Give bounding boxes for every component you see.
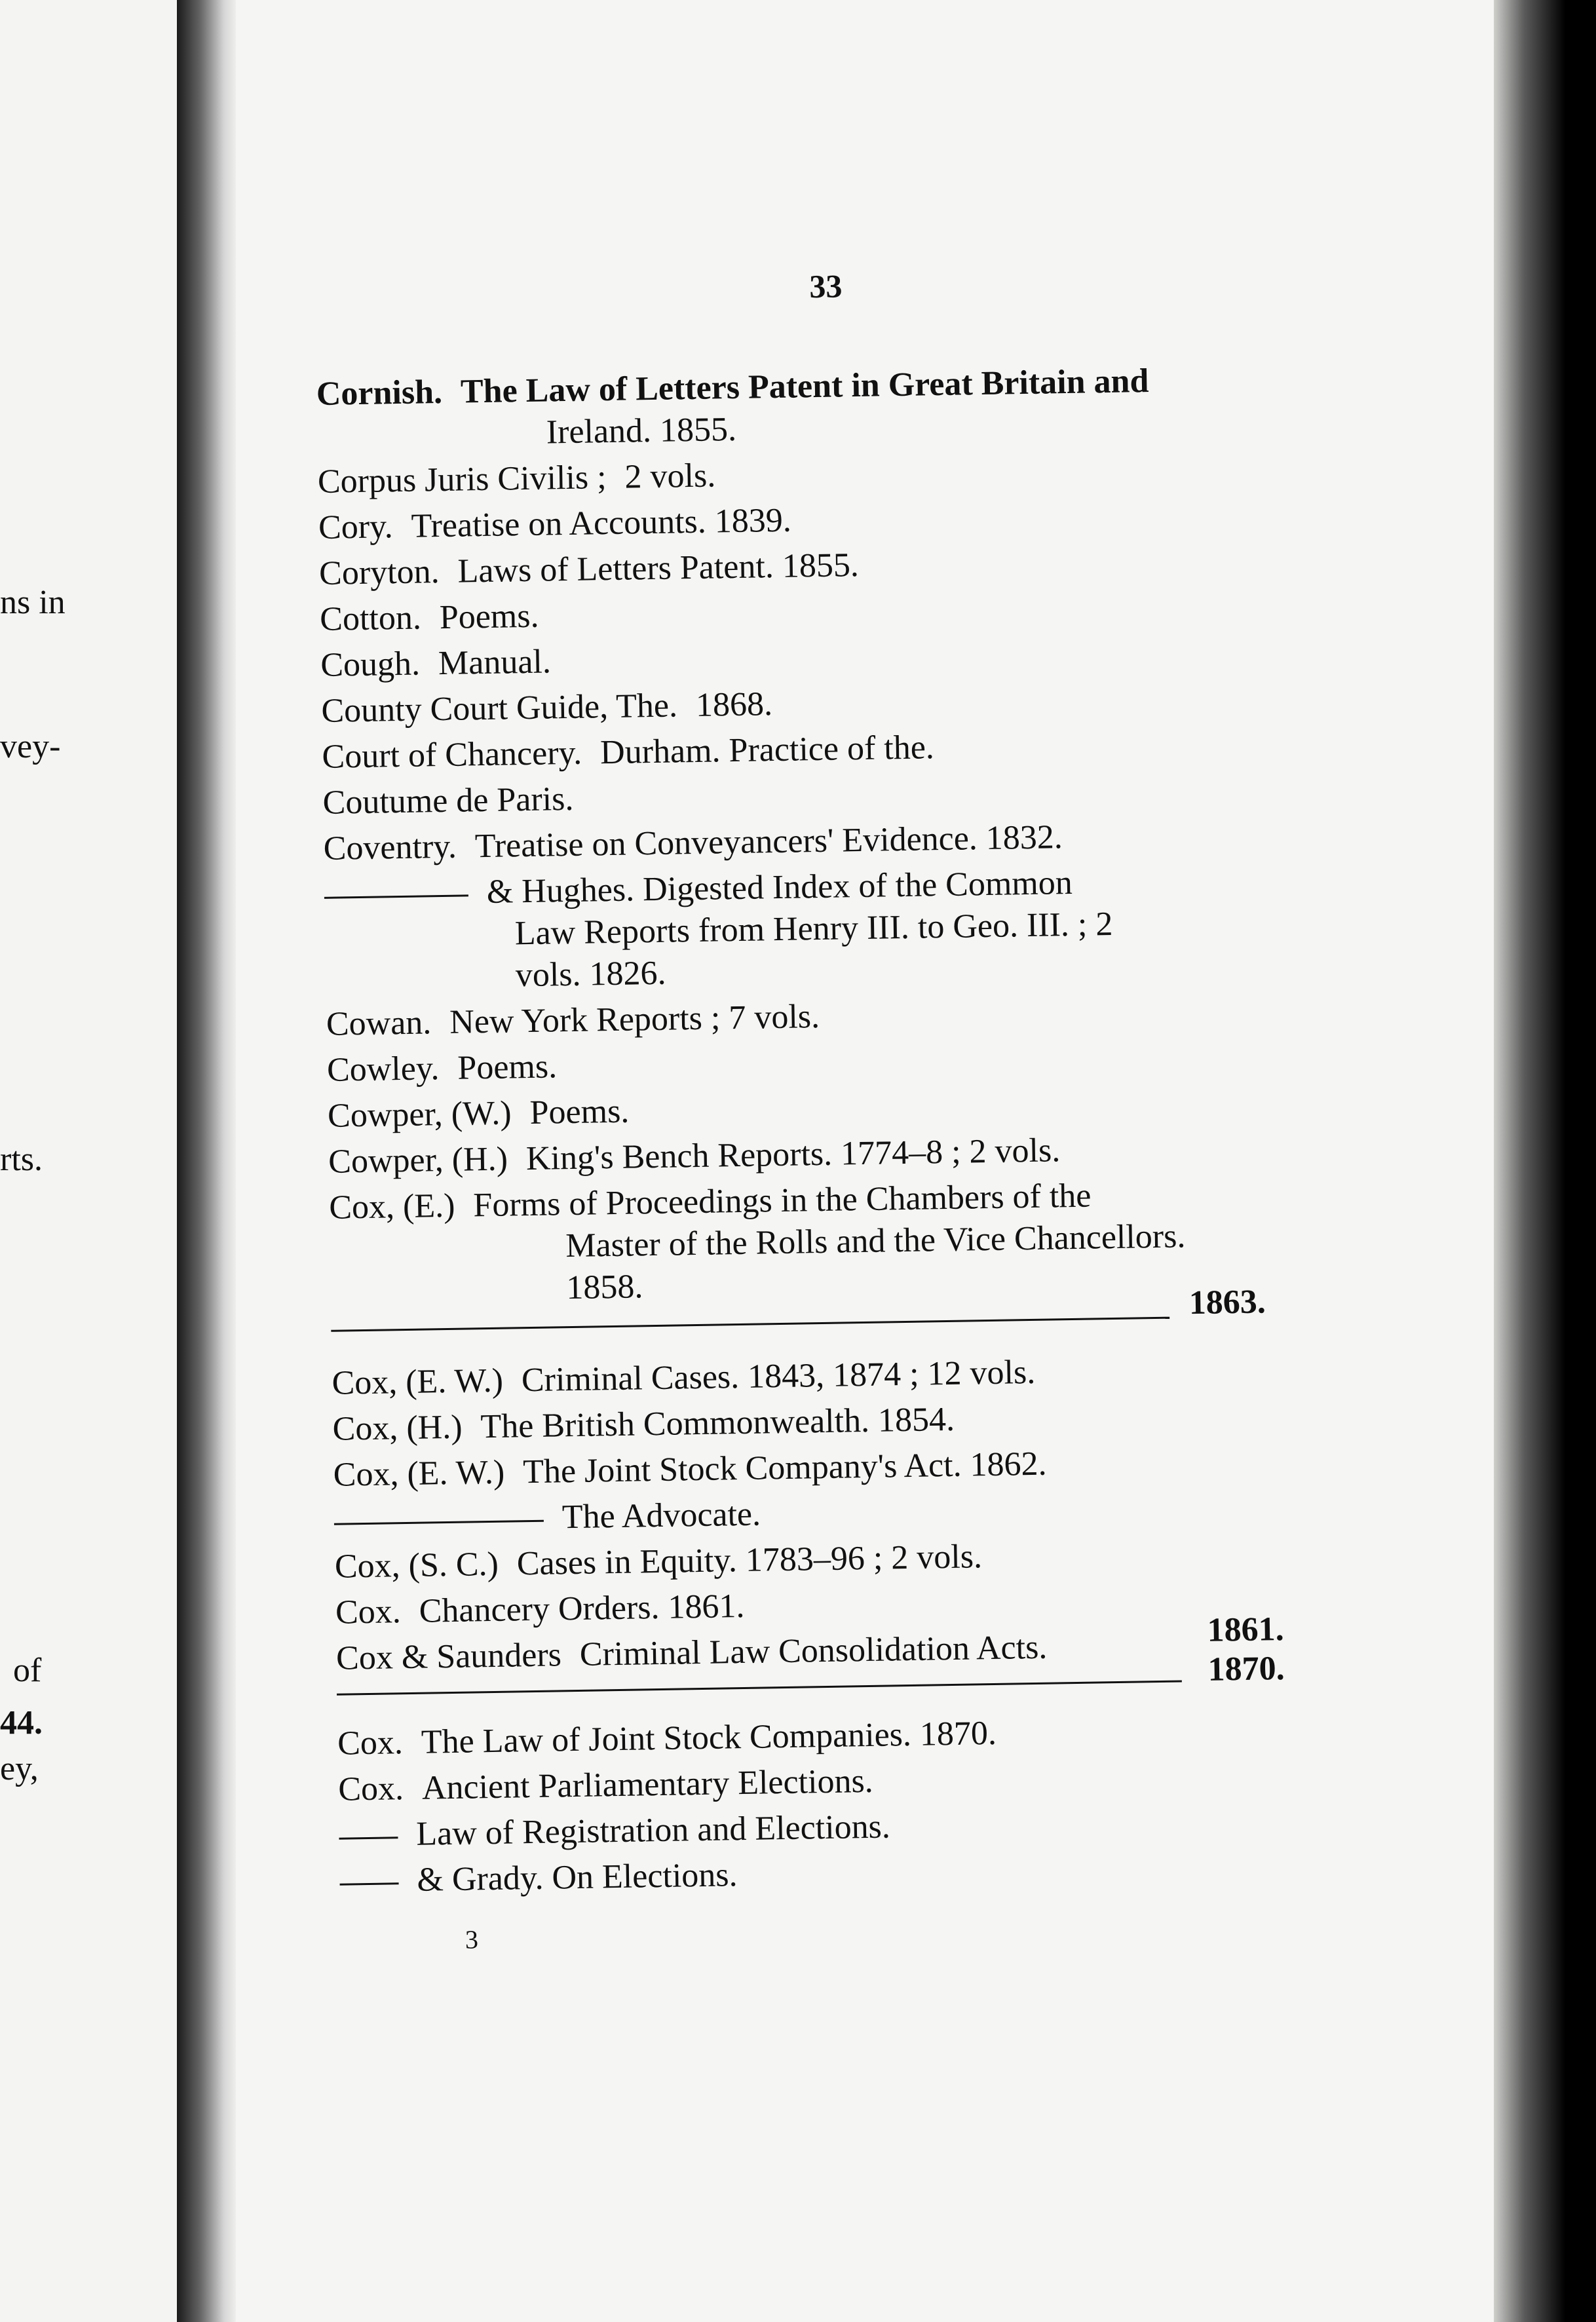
entry-title: & Hughes. Digested Index of the Common: [486, 864, 1073, 911]
entry-author: Cox, (E. W.): [332, 1361, 504, 1402]
entry-author: Cox, (H.): [332, 1408, 463, 1448]
catalog-entry: [333, 1494, 761, 1542]
catalog-entry: [323, 816, 1063, 870]
catalog-entry: [337, 1713, 997, 1765]
entry-author: Cough.: [320, 645, 421, 684]
book-gutter: [177, 0, 236, 2322]
entry-continuation: Master of the Rolls and the Vice Chancellors.: [565, 1217, 1186, 1265]
entry-title: Laws of Letters Patent. 1855.: [457, 546, 860, 590]
year-annotation: 1861.: [1207, 1610, 1285, 1649]
entry-title: The Advocate.: [561, 1495, 761, 1536]
entry-title: & Grady. On Elections.: [417, 1856, 738, 1899]
catalog-entry: [333, 1443, 1047, 1496]
entry-author: Coryton.: [318, 553, 440, 592]
catalog-entry: [319, 544, 860, 595]
catalog-entry: [338, 1761, 873, 1811]
entry-title: The British Commonwealth. 1854.: [480, 1400, 955, 1446]
catalog-entry: [322, 727, 934, 778]
entry-author: Cox & Saunders: [335, 1636, 562, 1677]
entry-title: 1868.: [695, 685, 773, 724]
left-fragment: rts.: [0, 1141, 43, 1178]
entry-author: Corpus Juris Civilis ;: [317, 459, 607, 501]
page-content: [314, 259, 1337, 1954]
page-number: 33: [808, 267, 843, 305]
entry-author: County Court Guide, The.: [321, 687, 678, 730]
entry-title: The Law of Joint Stock Companies. 1870.: [421, 1714, 997, 1761]
catalog-entry: [336, 1627, 1048, 1680]
entry-author: Cox.: [337, 1724, 404, 1762]
book-page: [236, 0, 1494, 2322]
divider-rule: [331, 1317, 1169, 1332]
catalog-entry: [328, 1091, 630, 1137]
entry-title: The Joint Stock Company's Act. 1862.: [522, 1445, 1047, 1491]
entry-author: Cowley.: [326, 1050, 440, 1089]
entry-author: Cowper, (W.): [327, 1094, 512, 1135]
left-fragment: ey,: [0, 1750, 39, 1787]
catalog-entry: [318, 500, 792, 549]
catalog-entry: [326, 996, 820, 1046]
entry-title: 2 vols.: [624, 457, 716, 496]
year-annotation: 1870.: [1207, 1650, 1285, 1688]
ditto-rule: [334, 1519, 544, 1525]
catalog-entry: [328, 1130, 1061, 1183]
entry-author: Cox.: [335, 1593, 402, 1631]
entry-author: Coventry.: [323, 828, 457, 867]
entry-author: Cory.: [318, 508, 394, 546]
catalog-entry: [322, 778, 592, 824]
entry-title: Manual.: [438, 643, 552, 683]
entry-author: Cox.: [337, 1770, 404, 1808]
catalog-entry: [335, 1586, 745, 1634]
catalog-entry: [334, 1536, 982, 1588]
catalog-entry: [327, 1046, 558, 1092]
catalog-entry: [339, 1806, 890, 1856]
entry-author: Cotton.: [319, 599, 422, 638]
left-fragment: 44.: [0, 1704, 43, 1742]
entry-author: Cowan.: [326, 1004, 432, 1043]
entry-title: Treatise on Accounts. 1839.: [411, 501, 792, 545]
entry-title: Forms of Proceedings in the Chambers of the: [472, 1177, 1092, 1225]
entry-author: Court of Chancery.: [322, 734, 582, 776]
entry-title: Durham. Practice of the.: [599, 729, 935, 772]
entry-title: King's Bench Reports. 1774–8 ; 2 vols.: [525, 1132, 1061, 1178]
left-fragment: of: [13, 1652, 42, 1689]
entry-title: Poems.: [439, 597, 539, 637]
entry-continuation: vols. 1826.: [515, 954, 666, 995]
entry-author: Coutume de Paris.: [322, 780, 574, 822]
ditto-rule: [324, 894, 468, 898]
catalog-entry: [321, 683, 772, 733]
entry-continuation: 1858.: [565, 1268, 643, 1307]
entry-title: Poems.: [457, 1048, 558, 1087]
catalog-entry: [316, 360, 1149, 415]
catalog-entry: [320, 596, 539, 641]
entry-title: New York Reports ; 7 vols.: [449, 998, 820, 1041]
entry-title: Ancient Parliamentary Elections.: [421, 1762, 874, 1807]
entry-title: Criminal Law Consolidation Acts.: [579, 1628, 1048, 1673]
entry-title: Law of Registration and Elections.: [415, 1808, 891, 1853]
left-fragment: vey-: [0, 728, 61, 765]
catalog-entry: [320, 641, 551, 687]
year-annotation: 1863.: [1188, 1283, 1266, 1322]
catalog-entry: [317, 455, 715, 503]
ditto-rule: [339, 1837, 398, 1839]
left-fragment: ns in: [0, 584, 66, 621]
left-page-edge: [0, 0, 177, 2322]
catalog-entry: [332, 1399, 955, 1451]
ditto-rule: [340, 1882, 399, 1885]
divider-rule: [337, 1680, 1182, 1695]
entry-author: Cox, (E. W.): [333, 1453, 505, 1494]
entry-author: Cowper, (H.): [328, 1140, 508, 1181]
entry-author: Cornish.: [316, 373, 443, 413]
entry-title: Poems.: [529, 1092, 630, 1132]
catalog-entry: [332, 1352, 1036, 1405]
catalog-entry: [339, 1854, 738, 1903]
page-edge-shadow: [1494, 0, 1596, 2322]
entry-continuation: Law Reports from Henry III. to Geo. III. ; 2: [514, 905, 1113, 953]
entry-author: Cox, (S. C.): [334, 1545, 499, 1586]
entry-title: Criminal Cases. 1843, 1874 ; 12 vols.: [521, 1353, 1036, 1399]
entry-title: The Law of Letters Patent in Great Britain and: [460, 362, 1149, 411]
entry-continuation: Ireland. 1855.: [546, 410, 737, 451]
entry-author: Cox, (E.): [328, 1187, 455, 1227]
entry-title: Treatise on Conveyancers' Evidence. 1832.: [474, 818, 1063, 866]
signature-mark: 3: [465, 1924, 479, 1954]
entry-title: Chancery Orders. 1861.: [419, 1587, 745, 1630]
entry-title: Cases in Equity. 1783–96 ; 2 vols.: [516, 1538, 983, 1583]
